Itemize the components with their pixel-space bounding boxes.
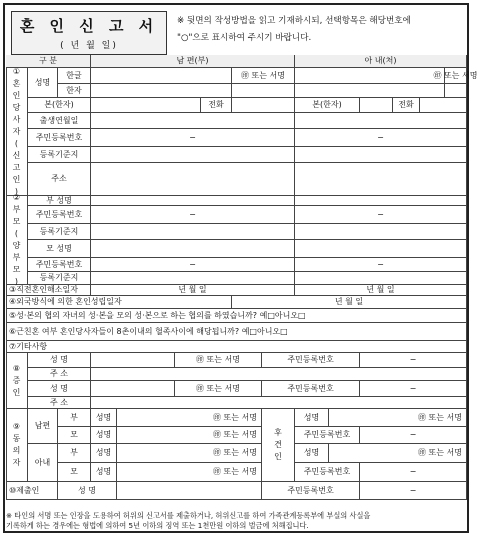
form-cell: ⑦기타사항 bbox=[6, 341, 467, 353]
form-cell: 본(한자) bbox=[295, 98, 360, 113]
form-input-cell[interactable] bbox=[117, 482, 262, 500]
form-input-cell[interactable] bbox=[91, 196, 295, 206]
form-cell: 본(한자) bbox=[28, 98, 91, 113]
form-cell: 성명 bbox=[28, 68, 58, 98]
form-cell: 출생연월일 bbox=[28, 113, 91, 129]
form-input-cell[interactable] bbox=[91, 272, 295, 285]
form-cell: − bbox=[360, 381, 467, 397]
form-cell: 등록기준지 bbox=[28, 224, 91, 240]
form-cell: 성 명 bbox=[28, 353, 91, 368]
form-cell: − bbox=[91, 258, 295, 272]
form-cell: − bbox=[295, 206, 467, 224]
form-cell: 주민등록번호 bbox=[28, 129, 91, 147]
form-input-cell[interactable] bbox=[91, 368, 467, 381]
form-cell: ㊞ 또는 서명 bbox=[175, 353, 262, 368]
form-cell: 년 월 일 bbox=[232, 296, 467, 309]
form-input-cell[interactable] bbox=[360, 98, 393, 113]
form-input-cell[interactable] bbox=[295, 68, 445, 84]
legal-warning bbox=[6, 511, 468, 531]
form-cell: ㊞ 또는 서명 bbox=[232, 68, 295, 84]
form-input-cell[interactable] bbox=[91, 84, 232, 98]
form-cell: 성명 bbox=[295, 409, 329, 427]
form-cell: − bbox=[295, 129, 467, 147]
form-cell: 성명 bbox=[91, 427, 117, 444]
form-cell: ⑩제출인 bbox=[6, 482, 58, 500]
form-cell: − bbox=[360, 353, 467, 368]
form-cell: ㊞ 또는 서명 bbox=[117, 463, 262, 482]
form-input-cell[interactable] bbox=[91, 98, 201, 113]
form-cell: 전화 bbox=[393, 98, 420, 113]
form-cell: ㊞ 또는 서명 bbox=[117, 444, 262, 463]
form-input-cell[interactable] bbox=[295, 84, 445, 98]
form-cell: 부 bbox=[58, 409, 91, 427]
warning-line-2: 기록하게 하는 경우에는 형법에 의하여 5년 이하의 징역 또는 1천만원 이하의 벌금에 처해집니다. bbox=[6, 521, 309, 530]
form-cell: 전화 bbox=[201, 98, 232, 113]
form-header bbox=[5, 5, 467, 53]
form-cell: 주소 bbox=[28, 163, 91, 196]
form-input-cell[interactable] bbox=[91, 163, 295, 196]
form-input-cell[interactable] bbox=[91, 68, 232, 84]
form-cell: 모 bbox=[58, 463, 91, 482]
form-cell: 성명 bbox=[295, 444, 329, 463]
form-cell: ⑤성·본의 협의 자녀의 성·본을 모의 성·본으로 하는 협의를 하였습니까? 예□아니오□ bbox=[6, 309, 467, 323]
form-cell: 부 성명 bbox=[28, 196, 91, 206]
form-input-cell[interactable] bbox=[445, 84, 467, 98]
form-input-cell[interactable] bbox=[295, 147, 467, 163]
form-cell: 한자 bbox=[58, 84, 91, 98]
form-input-cell[interactable] bbox=[91, 113, 295, 129]
form-cell: ㊞ 또는 서명 bbox=[329, 409, 467, 427]
form-cell: 구 분 bbox=[6, 55, 91, 68]
form-cell: 성명 bbox=[91, 409, 117, 427]
form-cell: ㊞ 또는 서명 bbox=[329, 444, 467, 463]
form-cell: 부 bbox=[58, 444, 91, 463]
form-cell: 주민등록번호 bbox=[262, 482, 360, 500]
form-cell: − bbox=[91, 129, 295, 147]
form-input-cell[interactable] bbox=[295, 163, 467, 196]
form-cell: − bbox=[360, 463, 467, 482]
instruction-line-2: "○"으로 표시하여 주시기 바랍니다. bbox=[177, 33, 312, 43]
form-cell: 성명 bbox=[91, 463, 117, 482]
form-cell: ⑧ 증 인 bbox=[6, 353, 28, 409]
warning-line-1: ※ 타인의 서명 또는 인장을 도용하여 허위의 신고서를 제출하거나, 허위신고를 하여 가족관계등록부에 부실의 사실을 bbox=[6, 511, 371, 520]
form-cell: 주민등록번호 bbox=[262, 381, 360, 397]
form-cell: − bbox=[360, 482, 467, 500]
form-cell: 성 명 bbox=[28, 381, 91, 397]
instruction-line-1: ※ 뒷면의 작성방법을 읽고 기재하시되, 선택항목은 해당번호에 bbox=[177, 16, 411, 26]
form-cell: ① 혼 인 당 사 자 ( 신 고 인 ) bbox=[6, 68, 28, 196]
form-input-cell[interactable] bbox=[232, 98, 295, 113]
form-cell: ㊞ 또는 서명 bbox=[117, 427, 262, 444]
form-cell: 한글 bbox=[58, 68, 91, 84]
form-input-cell[interactable] bbox=[91, 397, 467, 409]
form-input-cell[interactable] bbox=[295, 224, 467, 240]
form-cell: 모 bbox=[58, 427, 91, 444]
form-input-cell[interactable] bbox=[91, 224, 295, 240]
instruction-note bbox=[177, 13, 473, 47]
form-cell: 성명 bbox=[91, 444, 117, 463]
form-cell: 주민등록번호 bbox=[28, 258, 91, 272]
form-cell: 년 월 일 bbox=[91, 285, 295, 296]
form-input-cell[interactable] bbox=[295, 196, 467, 206]
form-cell: ⑨ 동 의 자 bbox=[6, 409, 28, 482]
form-cell: 남 편(부) bbox=[91, 55, 295, 68]
form-input-cell[interactable] bbox=[295, 272, 467, 285]
form-cell: 주민등록번호 bbox=[262, 353, 360, 368]
form-cell: 주 소 bbox=[28, 368, 91, 381]
form-cell: 주민등록번호 bbox=[295, 463, 360, 482]
form-input-cell[interactable] bbox=[91, 381, 175, 397]
form-cell: − bbox=[360, 427, 467, 444]
form-cell: − bbox=[295, 258, 467, 272]
form-cell: 아 내(처) bbox=[295, 55, 467, 68]
form-cell: 남편 bbox=[28, 409, 58, 444]
date-placeholder: ( 년 월 일) bbox=[60, 41, 118, 51]
form-cell: ㊞ 또는 서명 bbox=[117, 409, 262, 427]
form-cell: − bbox=[91, 206, 295, 224]
form-input-cell[interactable] bbox=[420, 98, 467, 113]
title-box bbox=[11, 11, 167, 55]
form-cell: ㊞ 또는 서명 bbox=[445, 68, 467, 84]
form-input-cell[interactable] bbox=[232, 84, 295, 98]
form-cell: 주민등록번호 bbox=[28, 206, 91, 224]
form-cell: 주 소 bbox=[28, 397, 91, 409]
form-cell: 성 명 bbox=[58, 482, 117, 500]
form-cell: ④외국방식에 의한 혼인성립일자 bbox=[6, 296, 232, 309]
form-cell: ③직전혼인해소일자 bbox=[6, 285, 91, 296]
form-input-cell[interactable] bbox=[91, 353, 175, 368]
form-cell: 등록기준지 bbox=[28, 147, 91, 163]
form-cell: 모 성명 bbox=[28, 240, 91, 258]
form-cell: ㊞ 또는 서명 bbox=[175, 381, 262, 397]
form-input-cell[interactable] bbox=[295, 113, 467, 129]
form-input-cell[interactable] bbox=[91, 240, 295, 258]
form-cell: 아내 bbox=[28, 444, 58, 482]
form-input-cell[interactable] bbox=[91, 147, 295, 163]
form-cell: 주민등록번호 bbox=[295, 427, 360, 444]
form-cell: 년 월 일 bbox=[295, 285, 467, 296]
form-title: 혼 인 신 고 서 bbox=[19, 17, 159, 35]
form-cell: 등록기준지 bbox=[28, 272, 91, 285]
form-cell: ② 부 모 ( 양 부 모 ) bbox=[6, 196, 28, 285]
form-cell: 후 견 인 bbox=[262, 409, 295, 482]
form-cell: ⑥근친혼 여부 혼인당사자들이 8촌이내의 혈족사이에 해당됩니까? 예□아니오□ bbox=[6, 323, 467, 341]
form-input-cell[interactable] bbox=[295, 240, 467, 258]
